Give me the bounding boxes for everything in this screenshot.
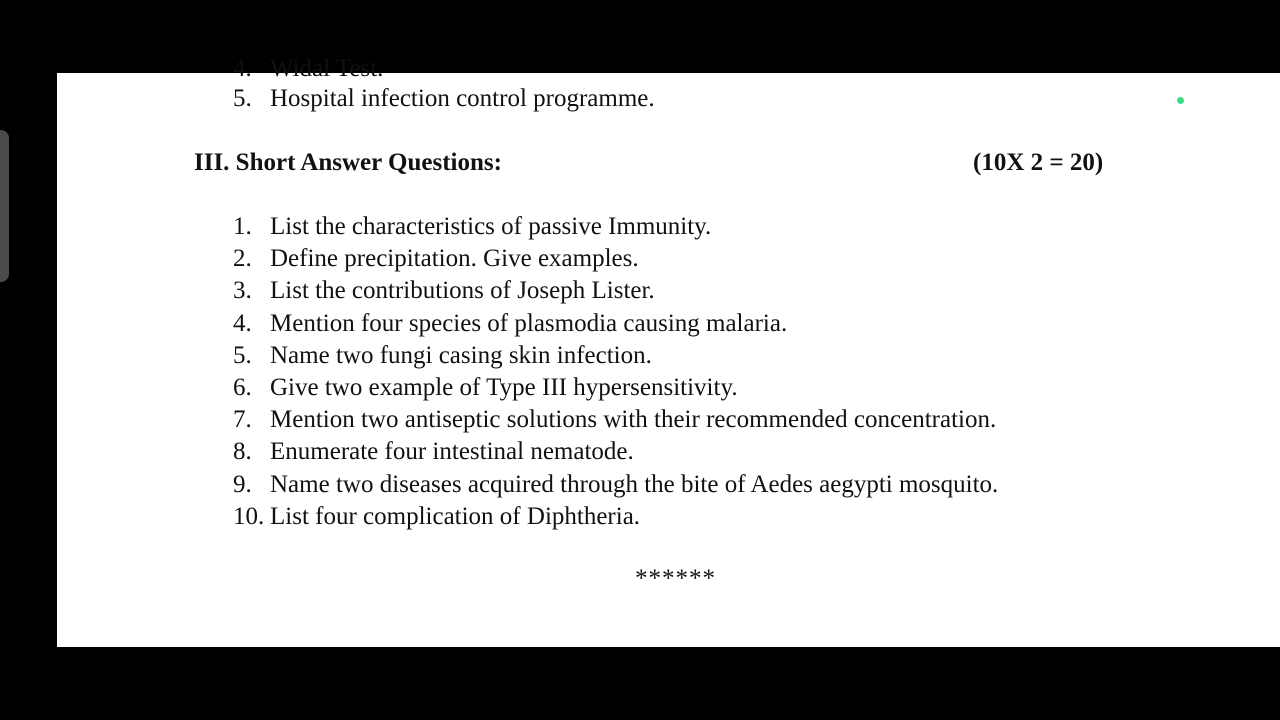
question-item — [233, 404, 1133, 436]
question-item — [233, 308, 1133, 340]
question-text: Give two example of Type III hypersensitivity. — [270, 374, 738, 401]
status-dot-icon — [1177, 97, 1184, 104]
question-text: Define precipitation. Give examples. — [270, 245, 639, 273]
section-heading: III. Short Answer Questions: — [194, 149, 502, 176]
question-number: 6. — [233, 374, 252, 401]
item-text: Widal Test. — [270, 55, 384, 82]
question-item — [233, 436, 1133, 468]
question-text: Name two diseases acquired through the bite of Aedes aegypti mosquito. — [270, 470, 999, 498]
question-number: 7. — [233, 406, 252, 434]
question-text: Mention two antiseptic solutions with their recommended concentration. — [270, 406, 997, 434]
question-text: List four complication of Diphtheria. — [270, 502, 641, 530]
question-number: 9. — [233, 470, 252, 498]
side-panel-handle[interactable] — [0, 130, 9, 282]
question-item — [233, 275, 1133, 307]
item-number: 5. — [233, 85, 252, 112]
question-item — [233, 501, 1133, 533]
question-item — [233, 340, 1133, 372]
question-item — [233, 211, 1133, 243]
question-number: 10. — [233, 502, 265, 530]
question-number: 4. — [233, 309, 252, 337]
question-text: List the contributions of Joseph Lister. — [270, 277, 655, 305]
question-text: List the characteristics of passive Immunity. — [270, 213, 712, 240]
question-text: Mention four species of plasmodia causing malaria. — [270, 309, 788, 337]
question-text: Name two fungi casing skin infection. — [270, 341, 652, 369]
list-item-partial — [233, 53, 1133, 85]
question-number: 3. — [233, 277, 252, 305]
question-number: 1. — [233, 213, 252, 240]
question-text: Enumerate four intestinal nematode. — [270, 438, 634, 466]
question-item — [233, 372, 1133, 404]
document-page[interactable] — [57, 55, 1280, 647]
item-text: Hospital infection control programme. — [270, 85, 655, 112]
list-item — [233, 83, 1133, 115]
question-number: 5. — [233, 341, 252, 369]
question-number: 2. — [233, 245, 252, 273]
item-number: 4. — [233, 55, 252, 82]
question-item — [233, 469, 1133, 501]
end-marker: ****** — [635, 565, 716, 592]
question-number: 8. — [233, 438, 252, 466]
question-item — [233, 243, 1133, 275]
section-marks: (10X 2 = 20) — [973, 149, 1104, 176]
